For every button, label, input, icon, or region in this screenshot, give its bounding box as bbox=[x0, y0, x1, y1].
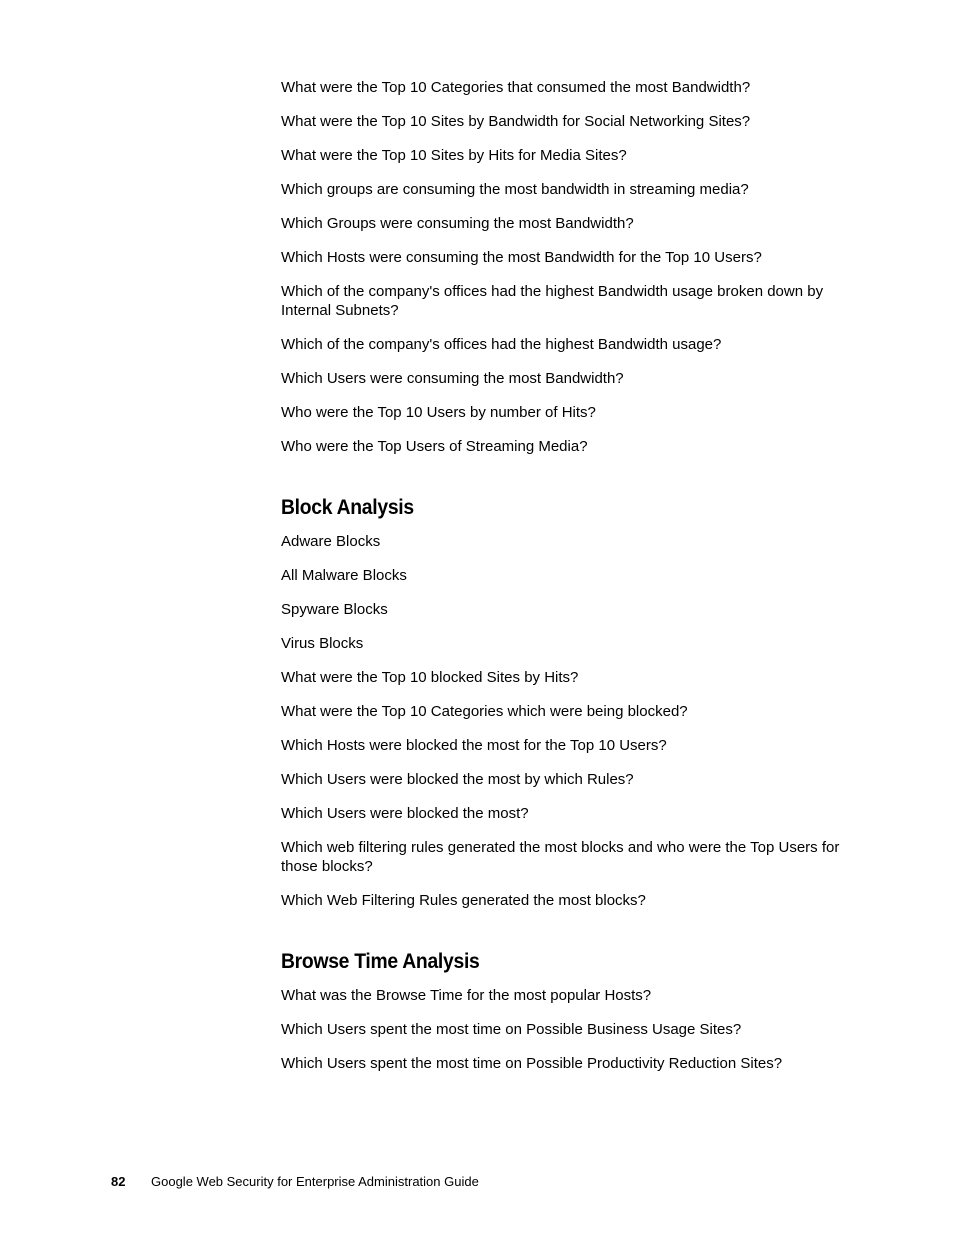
list-item: Which Users spent the most time on Possible Productivity Reduction Sites? bbox=[281, 1055, 783, 1072]
list-item: Who were the Top 10 Users by number of Hits? bbox=[281, 404, 596, 421]
page-footer bbox=[111, 1174, 479, 1190]
list-item: What were the Top 10 Categories which were being blocked? bbox=[281, 703, 688, 720]
list-item: Which of the company's offices had the highest Bandwidth usage broken down by Internal Subnets? bbox=[281, 283, 824, 319]
list-item: Virus Blocks bbox=[281, 635, 364, 652]
list-item: Which web filtering rules generated the most blocks and who were the Top Users for those blocks? bbox=[281, 839, 840, 875]
page-number: 82 bbox=[111, 1174, 126, 1189]
list-item: Who were the Top Users of Streaming Media? bbox=[281, 438, 588, 455]
list-item: Which Groups were consuming the most Bandwidth? bbox=[281, 215, 634, 232]
list-item: What were the Top 10 Categories that consumed the most Bandwidth? bbox=[281, 79, 751, 96]
list-item: What were the Top 10 Sites by Bandwidth for Social Networking Sites? bbox=[281, 113, 751, 130]
list-item: Which groups are consuming the most bandwidth in streaming media? bbox=[281, 181, 749, 198]
list-item: Adware Blocks bbox=[281, 533, 381, 550]
list-item: All Malware Blocks bbox=[281, 567, 407, 584]
section-bandwidth bbox=[281, 78, 851, 456]
list-item: Which Users were blocked the most? bbox=[281, 805, 529, 822]
section-heading: Block Analysis bbox=[281, 496, 414, 519]
list-item: Which Users were consuming the most Bandwidth? bbox=[281, 370, 624, 387]
list-item: Which Hosts were consuming the most Bandwidth for the Top 10 Users? bbox=[281, 249, 762, 266]
footer-title: Google Web Security for Enterprise Administration Guide bbox=[151, 1174, 479, 1189]
page-content bbox=[281, 78, 851, 1088]
list-item: Spyware Blocks bbox=[281, 601, 388, 618]
list-item: Which Hosts were blocked the most for the Top 10 Users? bbox=[281, 737, 667, 754]
list-item: Which Users were blocked the most by which Rules? bbox=[281, 771, 634, 788]
list-item: What were the Top 10 blocked Sites by Hits? bbox=[281, 669, 579, 686]
section-heading: Browse Time Analysis bbox=[281, 950, 480, 973]
list-item: Which Web Filtering Rules generated the most blocks? bbox=[281, 892, 646, 909]
list-item: Which Users spent the most time on Possible Business Usage Sites? bbox=[281, 1021, 742, 1038]
list-item: Which of the company's offices had the highest Bandwidth usage? bbox=[281, 336, 722, 353]
list-item: What was the Browse Time for the most popular Hosts? bbox=[281, 987, 652, 1004]
section-block-analysis bbox=[281, 495, 851, 910]
section-browse-time-analysis bbox=[281, 949, 851, 1073]
list-item: What were the Top 10 Sites by Hits for Media Sites? bbox=[281, 147, 627, 164]
